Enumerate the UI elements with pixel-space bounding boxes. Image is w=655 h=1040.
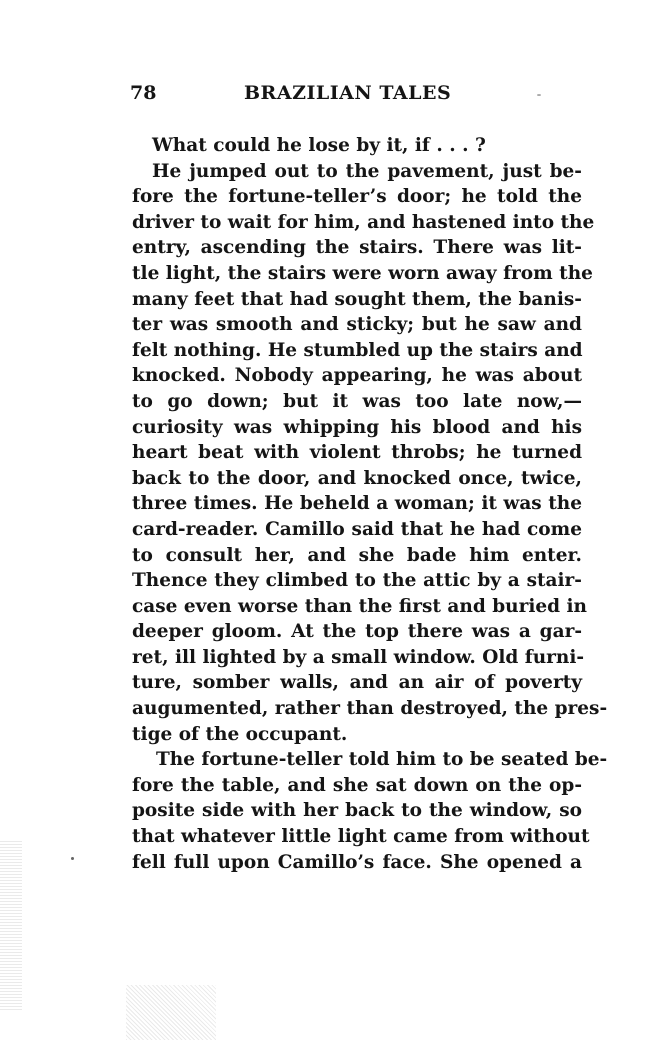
text-line: curiosity was whipping his blood and his bbox=[132, 416, 582, 438]
text-line: fore the fortune-teller’s door; he told the bbox=[132, 186, 582, 208]
body-text bbox=[132, 133, 608, 875]
page-number: 78 bbox=[130, 82, 157, 104]
text-line: to go down; but it was too late now,— bbox=[132, 390, 582, 412]
text-line: deeper gloom. At the top there was a gar- bbox=[132, 621, 582, 643]
text-line: He jumped out to the pavement, just be- bbox=[152, 160, 582, 182]
text-line: The fortune-teller told him to be seated be- bbox=[156, 749, 608, 771]
text-line: tige of the occupant. bbox=[132, 723, 348, 745]
text-line: fore the table, and she sat down on the op- bbox=[132, 774, 582, 796]
text-line: three times. He beheld a woman; it was the bbox=[132, 493, 582, 515]
text-line: ret, ill lighted by a small window. Old furni- bbox=[132, 646, 585, 668]
text-line: Thence they climbed to the attic by a stair- bbox=[132, 570, 582, 592]
text-line: heart beat with violent throbs; he turned bbox=[132, 442, 582, 464]
scan-artifact-bottom-corner bbox=[126, 985, 216, 1040]
text-line: that whatever little light came from without bbox=[132, 826, 590, 848]
running-title: BRAZILIAN TALES bbox=[244, 82, 452, 104]
text-line: driver to wait for him, and hastened into the bbox=[132, 211, 595, 233]
scan-speck bbox=[537, 94, 541, 96]
text-line: tle light, the stairs were worn away from the bbox=[132, 262, 593, 284]
text-line: What could he lose by it, if . . . ? bbox=[152, 135, 486, 156]
text-line: case even worse than the first and buried in bbox=[132, 595, 587, 617]
text-line: card-reader. Camillo said that he had come bbox=[132, 518, 582, 540]
page-header bbox=[130, 82, 585, 112]
text-line: felt nothing. He stumbled up the stairs and bbox=[132, 339, 583, 361]
text-line: ter was smooth and sticky; but he saw and bbox=[132, 314, 582, 336]
text-line: posite side with her back to the window, so bbox=[132, 800, 582, 822]
text-line: back to the door, and knocked once, twice, bbox=[132, 467, 582, 489]
text-line: entry, ascending the stairs. There was lit- bbox=[132, 237, 582, 259]
text-line: fell full upon Camillo’s face. She opened a bbox=[132, 851, 582, 873]
text-line: ture, somber walls, and an air of poverty bbox=[132, 672, 582, 694]
scan-artifact-left-edge bbox=[0, 840, 22, 1010]
text-line: many feet that had sought them, the banis- bbox=[132, 288, 582, 310]
scan-speck bbox=[71, 857, 74, 860]
text-line: knocked. Nobody appearing, he was about bbox=[132, 365, 582, 387]
text-line: to consult her, and she bade him enter. bbox=[132, 544, 582, 566]
text-line: augumented, rather than destroyed, the pres- bbox=[132, 698, 608, 720]
